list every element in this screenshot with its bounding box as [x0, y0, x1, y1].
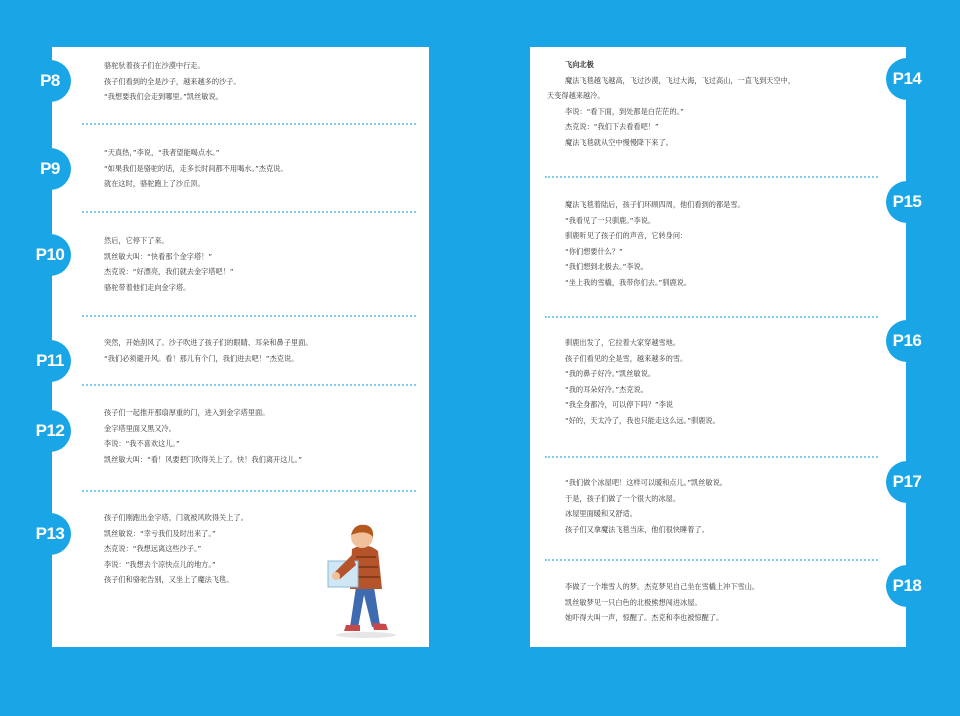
- page-tab-p16: P16: [886, 320, 928, 362]
- text-line: 孩子们又拿魔法飞毯当床，他们很快睡着了。: [565, 524, 709, 534]
- chapter-title: 飞向北极: [565, 60, 594, 69]
- text-line: 孩子们和骆驼告别，又坐上了魔法飞毯。: [104, 575, 234, 584]
- text-line: 孩子们一起推开那扇厚重的门，进入到金字塔里面。: [104, 408, 270, 417]
- page-tab-p17: P17: [886, 461, 928, 503]
- text-line: 就在这时，骆驼跑上了沙丘顶。: [104, 179, 205, 188]
- text-line: 杰克说：“我想远离这些沙子。”: [104, 544, 202, 553]
- text-line: “我们做个冰屋吧！这样可以暖和点儿。”凯丝敏说。: [565, 478, 727, 487]
- section-p14: [547, 57, 795, 150]
- page-tab-p18: P18: [886, 565, 928, 607]
- text-line: 凯丝敏梦见一只白色的北极熊想闯进冰屋。: [565, 597, 702, 607]
- text-line: “好的，天太冷了，我也只能走这么远。”驯鹿说。: [565, 415, 720, 425]
- page-tab-p15: P15: [886, 181, 928, 223]
- section-p9: [104, 145, 288, 192]
- section-divider: [82, 315, 416, 317]
- text-line: 天变得越来越冷。: [547, 91, 605, 100]
- page-tab-p13: P13: [29, 513, 71, 555]
- text-line: “我看见了一只驯鹿。”李说。: [565, 215, 656, 225]
- section-p15: [565, 197, 745, 290]
- text-line: 李说：“我想去个凉快点儿的地方。”: [104, 559, 216, 569]
- page-tab-p12: P12: [29, 410, 71, 452]
- text-line: 魔法飞毯着陆后，孩子们环顾四周，他们看到的都是雪。: [565, 200, 745, 209]
- section-p17: [565, 475, 727, 537]
- text-line: 她吓得大叫一声，惊醒了。杰克和李也被惊醒了。: [565, 613, 724, 622]
- section-p12: [104, 405, 302, 467]
- text-line: “我全身都冷，可以停下吗？”李说: [565, 400, 674, 409]
- text-line: “我们必须避开风。看！那儿有个门，我们进去吧！”杰克说。: [104, 353, 299, 363]
- text-line: “我想要我们会走到哪里。”凯丝敏说。: [104, 92, 223, 101]
- section-p10: [104, 233, 234, 295]
- text-line: 魔法飞毯就从空中慢慢降下来了。: [565, 137, 673, 147]
- text-line: 突然，开始刮风了。沙子吹进了孩子们的眼睛、耳朵和鼻子里面。: [104, 338, 313, 347]
- text-line: 李说：“看下面，到处都是白茫茫的。”: [565, 106, 684, 116]
- text-line: 孩子们刚跑出金字塔，门就被风吹得关上了。: [104, 513, 248, 522]
- section-divider: [82, 490, 416, 492]
- section-p13: [104, 510, 248, 588]
- section-divider: [545, 316, 878, 318]
- section-p18: [565, 579, 759, 626]
- section-divider: [82, 211, 416, 213]
- text-line: 孩子们看见的全是雪，越来越多的雪。: [565, 353, 688, 363]
- text-line: 凯丝敏大叫：“快看那个金字塔！”: [104, 251, 213, 261]
- text-line: 凯丝敏大叫：“看！风要把门吹得关上了。快！我们离开这儿。”: [104, 454, 302, 464]
- text-line: 驯鹿出发了，它拉着大家穿越雪地。: [565, 338, 681, 347]
- section-divider: [82, 123, 416, 125]
- text-line: 凯丝敏说：“幸亏我们及时出来了。”: [104, 528, 216, 538]
- section-p8: [104, 58, 241, 105]
- boy-illustration: [322, 521, 406, 639]
- text-line: 金字塔里面又黑又冷。: [104, 423, 176, 433]
- text-line: 驯鹿听见了孩子们的声音，它转身问：: [565, 231, 688, 240]
- section-p16: [565, 335, 720, 428]
- text-line: 孩子们看到的全是沙子，越来越多的沙子。: [104, 76, 241, 86]
- text-line: “我们想到北极去。”李说。: [565, 262, 648, 271]
- text-line: “如果我们是骆驼的话，走多长时间都不用喝水。”杰克说。: [104, 163, 288, 173]
- text-line: 骆驼带着他们走向金字塔。: [104, 282, 191, 292]
- section-p11: [104, 335, 312, 366]
- text-line: 李说：“我不喜欢这儿。”: [104, 439, 180, 448]
- text-line: 于是，孩子们做了一个很大的冰屋。: [565, 493, 681, 503]
- section-divider: [82, 384, 416, 386]
- text-line: “我的耳朵好冷。”杰克说。: [565, 384, 648, 394]
- page-tab-p10: P10: [29, 234, 71, 276]
- section-divider: [545, 176, 878, 178]
- text-line: 杰克说：“我们下去看看吧！”: [565, 122, 659, 131]
- text-line: 骆驼驮着孩子们在沙漠中行走。: [104, 61, 205, 70]
- section-divider: [545, 559, 878, 561]
- page-tab-p11: P11: [29, 340, 71, 382]
- text-line: “天真热，”李说，“我者望能喝点水。”: [104, 148, 220, 157]
- section-divider: [545, 456, 878, 458]
- text-line: 魔法飞毯越飞越高，飞过沙漠，飞过大海，飞过高山，一直飞到天空中，: [565, 75, 796, 85]
- text-line: 冰屋里面暖和又舒适。: [565, 509, 637, 518]
- text-line: 杰克说：“好漂亮，我们就去金字塔吧！”: [104, 267, 234, 276]
- text-line: 然后，它停下了来。: [104, 236, 169, 245]
- page-tab-p14: P14: [886, 58, 928, 100]
- text-line: 李做了一个堆雪人的梦。杰克梦见自己坐在雪橇上冲下雪山。: [565, 582, 760, 591]
- text-line: “我的鼻子好冷。”凯丝敏说。: [565, 369, 656, 378]
- text-line: “你们想要什么？”: [565, 246, 623, 256]
- text-line: “坐上我的雪橇，我带你们去。”驯鹿说。: [565, 277, 692, 287]
- page-tab-p8: P8: [29, 60, 71, 102]
- page-tab-p9: P9: [29, 148, 71, 190]
